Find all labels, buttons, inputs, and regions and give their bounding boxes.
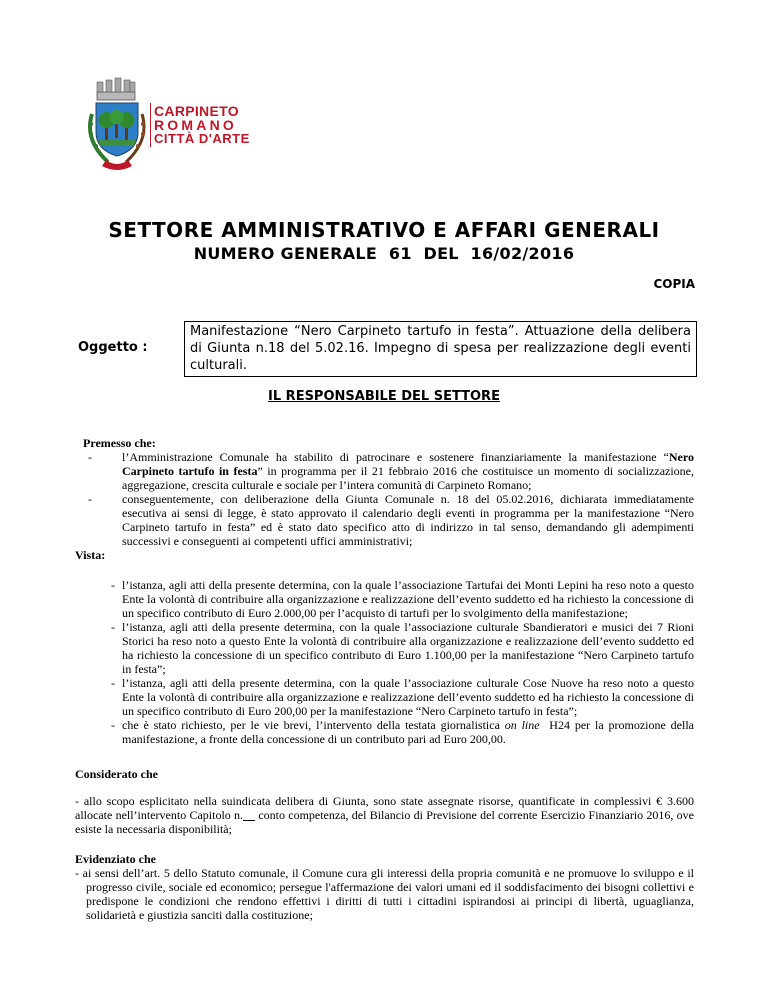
logo-line-1: CARPINETO: [154, 103, 239, 119]
logo-line-3: CITTÀ D'ARTE: [154, 131, 250, 146]
vista-item-4: [75, 718, 698, 746]
settore-title: SETTORE AMMINISTRATIVO E AFFARI GENERALI: [108, 218, 660, 242]
vista-item-2: [75, 620, 694, 676]
considerato-text-a: - allo scopo esplicitato nella suindicata delibera di Giunta, sono state assegnate risorse, quantificate in complessivi € 3.600 allocate nell’intervento Capitolo n.: [75, 794, 694, 822]
premesso-item-1-b: ” in programma per il 21 febbraio 2016 che costituisce un momento di socializzazione, aggregazione, crescita culturale e sociale per l’intera comunità di Carpineto Romano;: [122, 464, 694, 492]
vista-section: [75, 548, 698, 746]
premesso-item-1-a: l’Amministrazione Comunale ha stabilito di patrocinare e sostenere finanziariamente la manifestazione “: [122, 450, 669, 464]
bullet-dash: -: [88, 492, 92, 506]
bullet-dash: -: [111, 578, 115, 592]
premesso-heading: Premesso che:: [83, 436, 156, 450]
oggetto-label: Oggetto :: [78, 340, 148, 355]
oggetto-box: Manifestazione “Nero Carpineto tartufo in festa”. Attuazione della delibera di Giunta n.18 del 5.02.16. Impegno di spesa per realizzazione degli eventi culturali.: [184, 321, 697, 377]
bullet-dash: -: [111, 676, 115, 690]
logo-wordmark: [150, 104, 250, 146]
bullet-dash: -: [88, 450, 92, 464]
coat-of-arms-logo: [78, 70, 158, 174]
copia-label: COPIA: [653, 277, 695, 291]
vista-item-4-italic: on line: [504, 718, 540, 732]
considerato-text: [75, 794, 694, 836]
vista-heading: Vista:: [75, 548, 106, 562]
premesso-item-1: [75, 450, 694, 492]
vista-item-3-text: l’istanza, agli atti della presente determina, con la quale l’associazione culturale Cose Nuove ha reso noto a questo Ente la volontà di contribuire alla organizzazione e realizzazione dell’evento suddetto ed ha richiesto la concessione di un specifico contributo di Euro 200,00 per la manifestazione “Nero Carpineto tartufo in festa”;: [122, 676, 694, 718]
vista-item-3: [75, 676, 694, 718]
vista-item-2-text: l’istanza, agli atti della presente determina, con la quale l’associazione culturale Sbandieratori e musici dei 7 Rioni Storici ha reso noto a questo Ente la volontà di contribuire alla organizzazione e realizzazione dell’evento suddetto ed ha richiesto la concessione di un specifico contributo di Euro 1.100,00 per la manifestazione “Nero Carpineto tartufo in festa”;: [122, 620, 694, 676]
premesso-section: [75, 436, 694, 548]
evidenziato-section: [75, 852, 694, 922]
premesso-item-2: [75, 492, 694, 548]
vista-item-1: [75, 578, 694, 620]
considerato-heading: Considerato che: [75, 767, 158, 781]
vista-item-4-a: che è stato richiesto, per le vie brevi, l’intervento della testata giornalistica: [122, 718, 505, 732]
vista-item-4-b: H24 per la promozione della manifestazione, a fronte della concessione di un contributo pari ad Euro 200,00.: [122, 718, 698, 746]
premesso-item-2-text: conseguentemente, con deliberazione della Giunta Comunale n. 18 del 05.02.2016, dichiarata immediatamente esecutiva ai sensi di legge, è stato approvato il calendario degli eventi in programma per la manifestazione “Nero Carpineto tartufo in festa” ed è stato dato specifico atto di indirizzo in tal senso, demandando gli adempimenti successivi e conseguenti ai competenti uffici amministrativi;: [122, 492, 694, 548]
responsabile-heading: IL RESPONSABILE DEL SETTORE: [268, 389, 500, 404]
considerato-section: [75, 767, 694, 836]
bullet-dash: -: [111, 620, 115, 634]
bullet-dash: -: [111, 718, 115, 732]
evidenziato-text: - ai sensi dell’art. 5 dello Statuto comunale, il Comune cura gli interessi della propria comunità e ne promuove lo sviluppo e il progresso civile, sociale ed economico; persegue l'affermazione dei valori umani ed il soddisfacimento dei bisogni collettivi e predispone le condizioni che rendono effettivi i diritti di tutti i cittadini ispirandosi ai principi di libertà, uguaglianza, solidarietà e giustizia sanciti dalla costituzione;: [75, 866, 694, 922]
numero-generale: NUMERO GENERALE 61 DEL 16/02/2016: [193, 244, 575, 263]
premesso-item-1-bold: Nero Carpineto tartufo in festa: [122, 450, 694, 478]
vista-item-1-text: l’istanza, agli atti della presente determina, con la quale l’associazione Tartufai dei Monti Lepini ha reso noto a questo Ente la volontà di contribuire alla organizzazione e realizzazione dell’evento suddetto ed ha richiesto la concessione di un specifico contributo di Euro 2.000,00 per l’acquisto di tartufi per lo svolgimento della manifestazione;: [122, 578, 694, 620]
capitolo-blank: __: [243, 808, 256, 822]
evidenziato-heading: Evidenziato che: [75, 852, 156, 866]
considerato-text-b: conto competenza, del Bilancio di Previsione del corrente Esercizio Finanziario 2016, ove esiste la necessaria disponibilità;: [75, 808, 695, 836]
logo-line-2: ROMANO: [154, 117, 237, 133]
